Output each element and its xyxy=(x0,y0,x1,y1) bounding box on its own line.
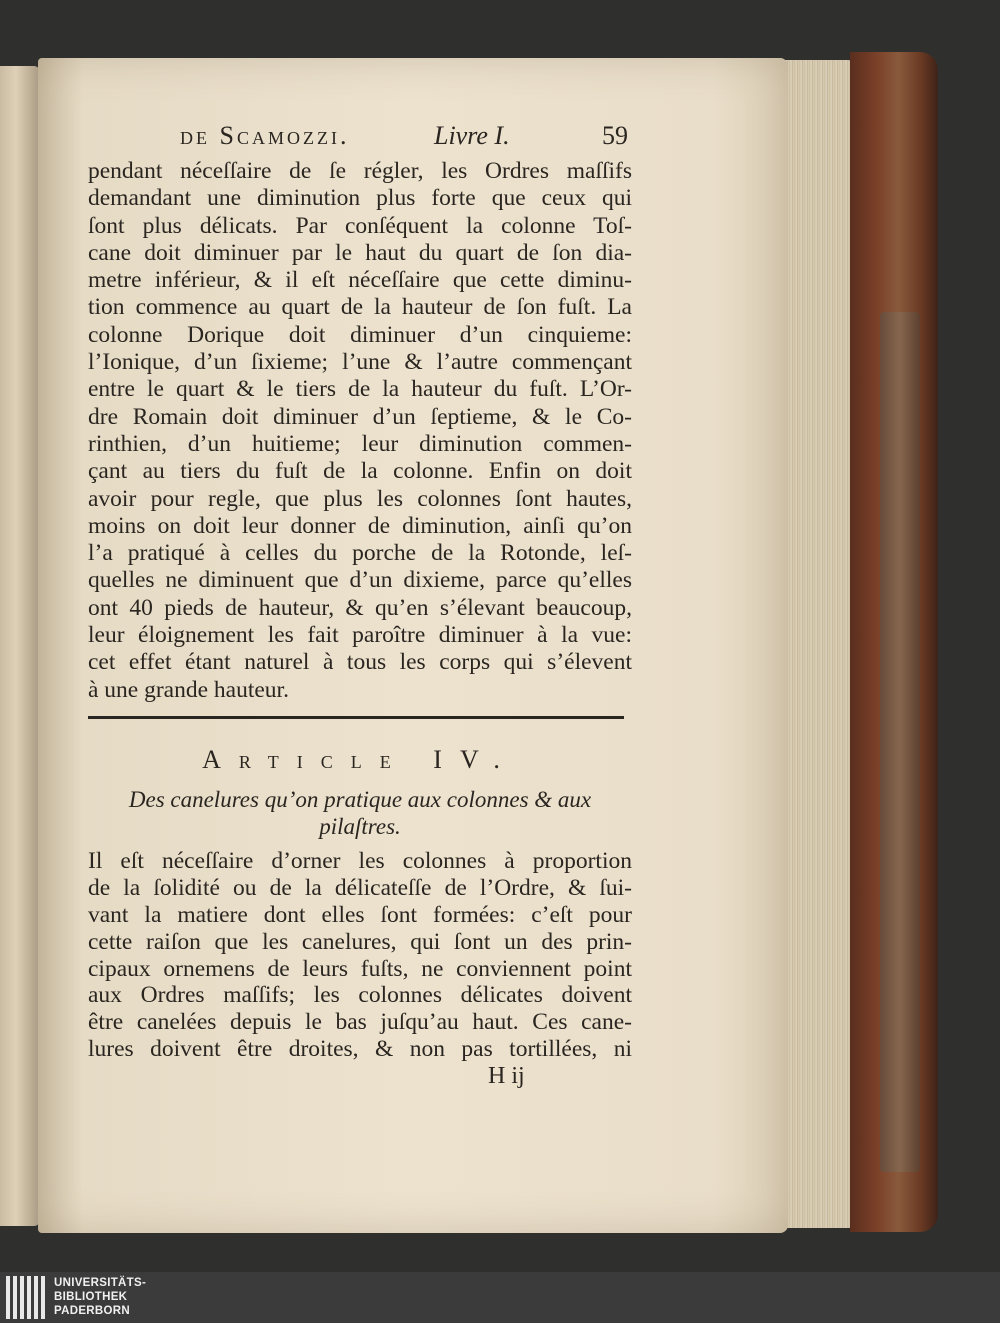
text-line: aux Ordres maſſifs; les colonnes délicates doivent xyxy=(88,982,632,1009)
footer-bar xyxy=(0,1272,1000,1323)
page-block-fore-edge xyxy=(778,60,858,1228)
text-line: de la ſolidité ou de la délicateſſe de l’Ordre, & ſui- xyxy=(88,874,632,901)
running-head-title: de Scamozzi. xyxy=(180,121,350,150)
paragraph-2 xyxy=(88,848,632,1063)
text-line: vant la matiere dont elles ſont formées: c’eſt pour xyxy=(88,901,632,928)
text-line: çant au tiers du fuſt de la colonne. Enfin on doit xyxy=(88,458,632,485)
library-name xyxy=(54,1276,146,1318)
text-line: ont 40 pieds de hauteur, & qu’en s’élevant beaucoup, xyxy=(88,594,632,621)
text-line: ſont plus délicats. Par conſéquent la colonne Toſ- xyxy=(88,212,632,239)
article-heading: Article IV. xyxy=(202,745,518,774)
text-line: l’Ionique, d’un ſixieme; l’une & l’autre commençant xyxy=(88,349,632,376)
text-line: l’a pratiqué à celles du porche de la Rotonde, leſ- xyxy=(88,540,632,567)
text-line: cette raiſon que les canelures, qui ſont un des prin- xyxy=(88,928,632,955)
section-rule xyxy=(88,716,624,719)
running-head-book: Livre I. xyxy=(434,121,510,150)
text-line: colonne Dorique doit diminuer d’un cinquieme: xyxy=(88,321,632,348)
library-name-line: PADERBORN xyxy=(54,1305,130,1317)
text-line: cet effet étant naturel à tous les corps qui s’élevent xyxy=(88,649,632,676)
leather-binding xyxy=(850,52,938,1232)
text-line: entre le quart & le tiers de la hauteur du fuſt. L’Or- xyxy=(88,376,632,403)
text-line: Il eſt néceſſaire d’orner les colonnes à proportion xyxy=(88,848,632,874)
page-number: 59 xyxy=(602,121,628,150)
text-line: tion commence au quart de la hauteur de ſon fuſt. La xyxy=(88,294,632,321)
text-line: avoir pour regle, que plus les colonnes ſont hautes, xyxy=(88,485,632,512)
signature-mark: H ij xyxy=(488,1063,525,1089)
article-subheading: Des canelures qu’on pratique aux colonnes & aux pilaſtres. xyxy=(128,787,592,839)
text-line: être canelées depuis le bas juſqu’au haut. Ces cane- xyxy=(88,1009,632,1036)
text-line: rinthien, d’un huitieme; leur diminution commen- xyxy=(88,430,632,457)
text-line: cane doit diminuer par le haut du quart de ſon dia- xyxy=(88,239,632,266)
text-line: dre Romain doit diminuer d’un ſeptieme, & le Co- xyxy=(88,403,632,430)
text-line: demandant une diminution plus forte que ceux qui xyxy=(88,185,632,212)
paragraph-1 xyxy=(88,158,632,704)
text-line: quelles ne diminuent que d’un dixieme, parce qu’elles xyxy=(88,567,632,594)
text-line: à une grande hauteur. xyxy=(88,676,289,703)
text-line: cipaux ornemens de leurs fuſts, ne conviennent point xyxy=(88,955,632,982)
library-name-line: BIBLIOTHEK xyxy=(54,1291,128,1303)
text-line: lures doivent être droites, & non pas tortillées, ni xyxy=(88,1036,632,1063)
text-line: leur éloignement les fait paroître diminuer à la vue: xyxy=(88,622,632,649)
text-line: moins on doit leur donner de diminution, ainſi qu’on xyxy=(88,512,632,539)
text-line: metre inférieur, & il eſt néceſſaire que cette diminu- xyxy=(88,267,632,294)
verso-page-edge xyxy=(0,66,40,1226)
running-head xyxy=(180,121,630,151)
library-logo-icon xyxy=(6,1276,46,1319)
library-name-line: UNIVERSITÄTS- xyxy=(54,1277,147,1289)
text-line: pendant néceſſaire de ſe régler, les Ordres maſſifs xyxy=(88,158,632,184)
